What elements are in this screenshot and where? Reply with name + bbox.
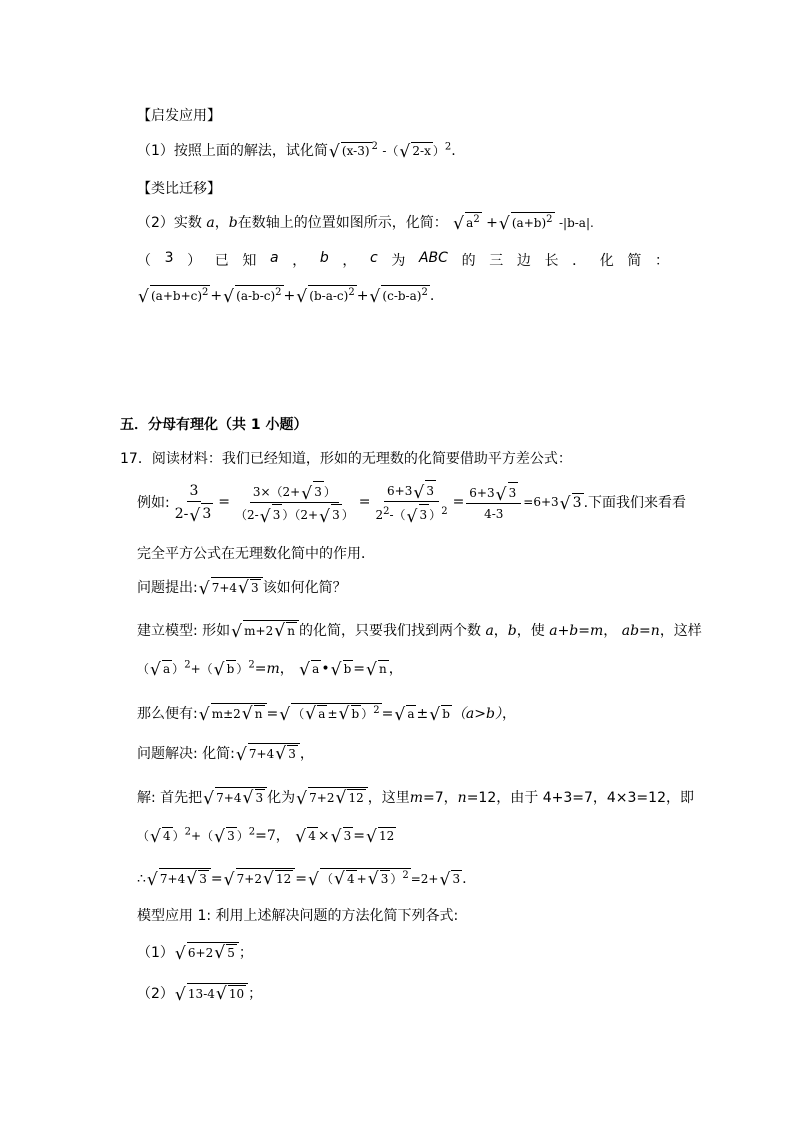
solution-line-2: （√ 4 ）$^2$+（√ 3 ）$^2$=7， √ 4 ×√ 3 =√ 12 (137, 825, 396, 845)
problem-17-intro: 17．阅读材料：我们已经知道，形如的无理数的化简要借助平方差公式： (120, 451, 572, 467)
heading-analogy: 【类比迁移】 (137, 181, 221, 197)
example-equation: 例如: $\frac{3}{2-√ 3}$ = $\frac{3\times(2+√ 3 )}{(2-√ 3 )(2+√ 3 )}$ = $\frac{6+3√ 3}{2^2-(√ 3 )^2}$ = $\frac{6+3√ 3}{4-3}$ =6+3 √ 3 .下面我们来看看 (137, 480, 686, 524)
model-application-heading: 模型应用 1: 利用上述解决问题的方法化简下列各式: (137, 908, 459, 924)
application-2: （2）√ 13-4√ 10 ； (137, 983, 262, 1003)
problem-solving: 问题解决: 化简:√ 7+4√ 3 ， (137, 743, 314, 763)
application-1: （1）√ 6+2√ 5 ； (137, 942, 253, 962)
solution-final: ∴√ 7+4√ 3 =√ 7+2√ 12 =√ （√ 4 +√ 3 ）$^2$ =2+√ 3 . (137, 868, 467, 887)
solution-line-1: 解: 首先把√ 7+4√ 3 化为√ 7+2√ 12 ，这里m=7，n=12，由于 4+3=7，4×3=12，即 (137, 787, 694, 807)
model-identity: （√ a ）$^2$+（√ b ）$^2$=m， √ a •√ b =√ n ， (137, 658, 403, 678)
then-formula: 那么便有:√ m±2√ n =√ （√ a ±√ b ）$^2$ =√ a ±√ b （a>b）， (137, 703, 516, 723)
build-model: 建立模型: 形如√ m+2√ n 的化简，只要我们找到两个数 a，b，使 a+b=m， ab=n，这样 (137, 620, 702, 640)
question-raised: 问题提出:√ 7+4√ 3 该如何化简？ (137, 577, 347, 597)
question-1: （1）按照上面的解法，试化简√ (x-3) $^2$ -（√ 2-x ）$^2$. (137, 140, 456, 160)
question-2: （2）实数 a，b在数轴上的位置如图所示，化简： √ $a^2$ +√ $(a+b)^2$ -|b-a|. (137, 212, 594, 232)
heading-heuristic: 【启发应用】 (137, 108, 221, 124)
section-5-heading: 五．分母有理化（共 1 小题） (120, 417, 308, 433)
example-continuation: 完全平方公式在无理数化简中的作用． (137, 546, 375, 562)
question-3-text: （ 3 ） 已 知 a ， b ， c 为 ABC 的 三 边 长 ． 化 简 ： (137, 250, 669, 269)
question-3-expression: √ $(a+b+c)^2$ +√ $(a-b-c)^2$ +√ $(b-a-c)^2$ +√ $(c-b-a)^2$ . (137, 285, 434, 304)
